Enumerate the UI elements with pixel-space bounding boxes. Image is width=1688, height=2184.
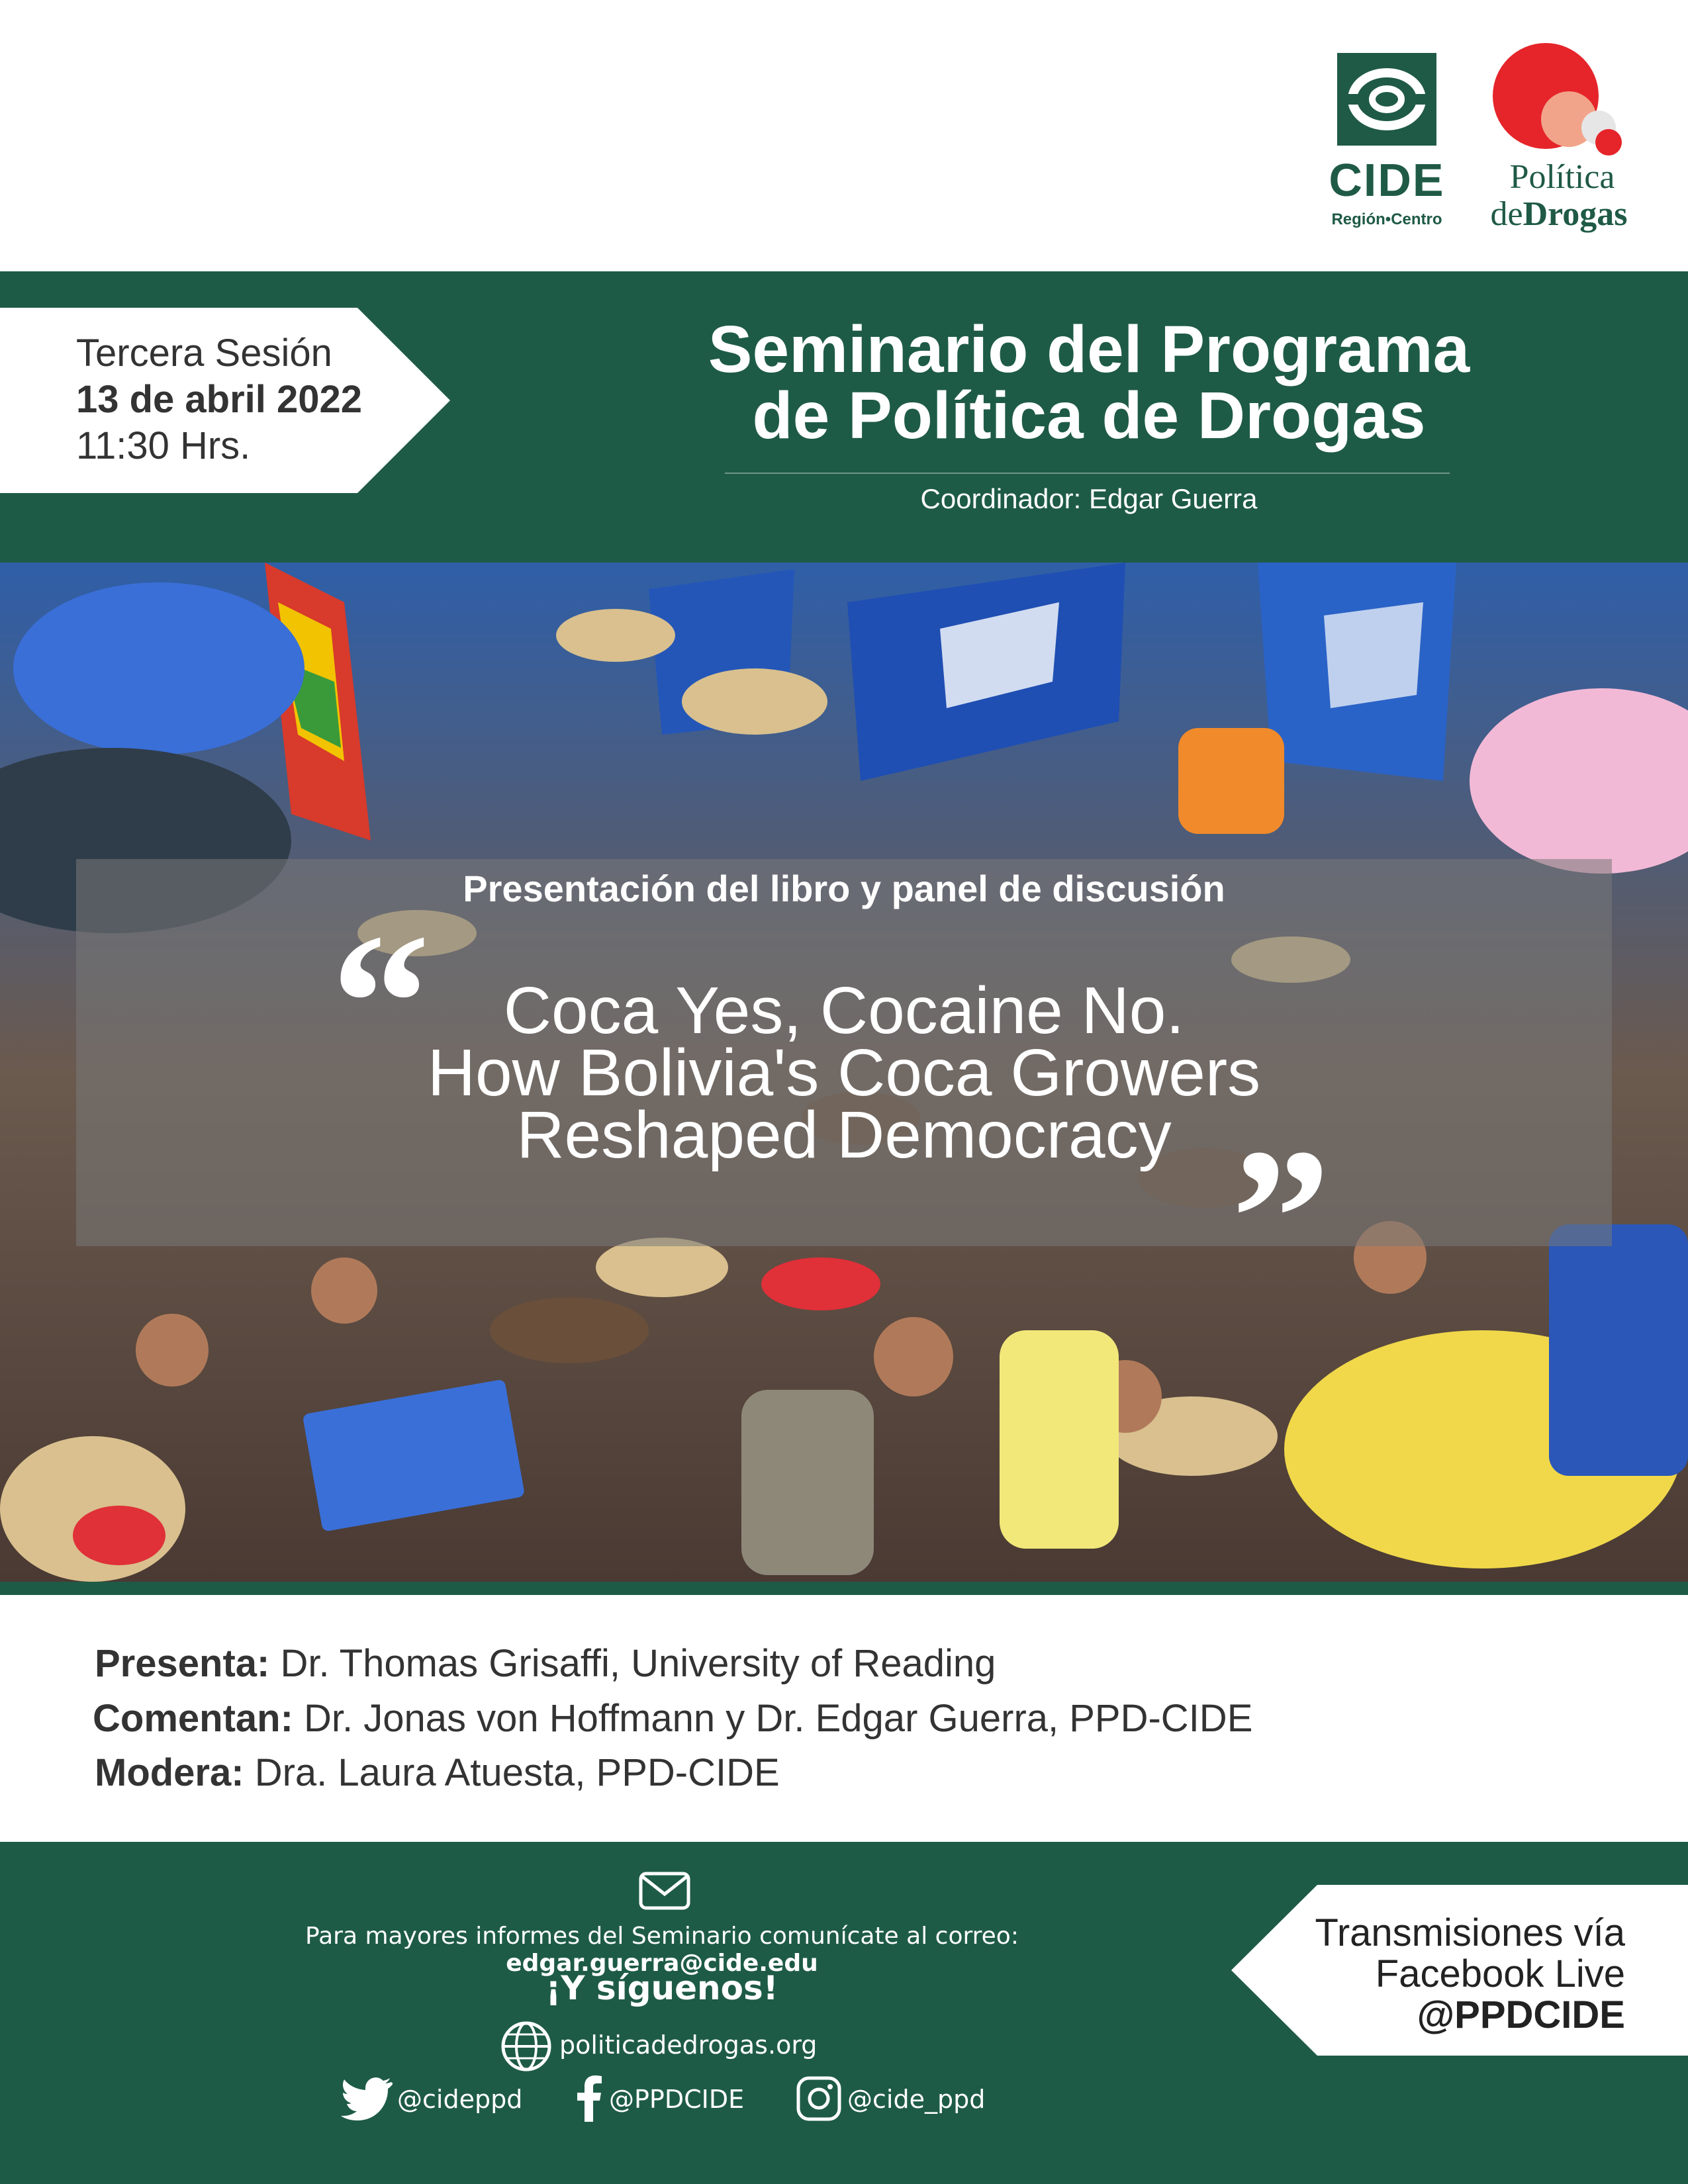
session-time: 11:30 Hrs. [76, 424, 251, 467]
title-line2: de Política de Drogas [752, 379, 1426, 453]
facebook-icon [576, 2075, 602, 2122]
website-link[interactable]: politicadedrogas.org [559, 2030, 818, 2060]
speaker-commentators: Comentan: Dr. Jonas von Hoffmann y Dr. Edgar Guerra, PPD-CIDE [93, 1697, 1253, 1740]
contact-info: Para mayores informes del Seminario comunícate al correo: edgar.guerra@cide.edu [305, 1923, 1019, 1977]
cide-wordmark: CIDE [1329, 154, 1445, 206]
live-stream-line2: Facebook Live [1375, 1952, 1625, 1995]
photo-bottom-border [0, 1582, 1688, 1595]
instagram-icon [796, 2076, 841, 2121]
follow-us-label: ¡Y síguenos! [545, 1969, 778, 2007]
book-title-line3: Reshaped Democracy [516, 1098, 1172, 1172]
twitter-icon [341, 2077, 393, 2120]
coordinator-label: Coordinador: Edgar Guerra [920, 483, 1258, 514]
close-quote-mark: ” [1231, 1108, 1331, 1328]
book-title-line2: How Bolivia's Coca Growers [427, 1036, 1261, 1110]
ppd-wordmark-line1: Política [1509, 158, 1615, 196]
title-divider [725, 473, 1450, 474]
book-title [199, 974, 1489, 1172]
live-stream-handle[interactable]: @PPDCIDE [1417, 1993, 1625, 2036]
cide-logo-mark [1337, 53, 1436, 146]
session-date: 13 de abril 2022 [76, 378, 363, 421]
ppd-wordmark-line2: deDrogas [1490, 195, 1628, 233]
live-stream-line1: Transmisiones vía [1315, 1911, 1625, 1954]
event-subtitle: Presentación del libro y panel de discusión [463, 868, 1225, 909]
title-line1: Seminario del Programa [708, 312, 1470, 387]
twitter-handle[interactable]: @cideppd [397, 2085, 523, 2114]
open-quote-mark: “ [331, 893, 430, 1113]
speaker-moderator: Modera: Dra. Laura Atuesta, PPD-CIDE [95, 1751, 780, 1794]
book-title-line1: Coca Yes, Cocaine No. [503, 974, 1185, 1048]
page-title [662, 312, 1516, 453]
facebook-handle[interactable]: @PPDCIDE [609, 2085, 745, 2114]
globe-icon [500, 2020, 553, 2073]
instagram-handle[interactable]: @cide_ppd [847, 2085, 986, 2114]
contact-email[interactable]: edgar.guerra@cide.edu [506, 1950, 818, 1977]
cide-region-label: Región•Centro [1331, 210, 1442, 228]
ppd-logo-mark [1493, 43, 1625, 165]
mail-icon [639, 1872, 690, 1910]
speaker-presenter: Presenta: Dr. Thomas Grisaffi, University of Reading [95, 1642, 996, 1685]
session-label: Tercera Sesión [76, 332, 332, 375]
